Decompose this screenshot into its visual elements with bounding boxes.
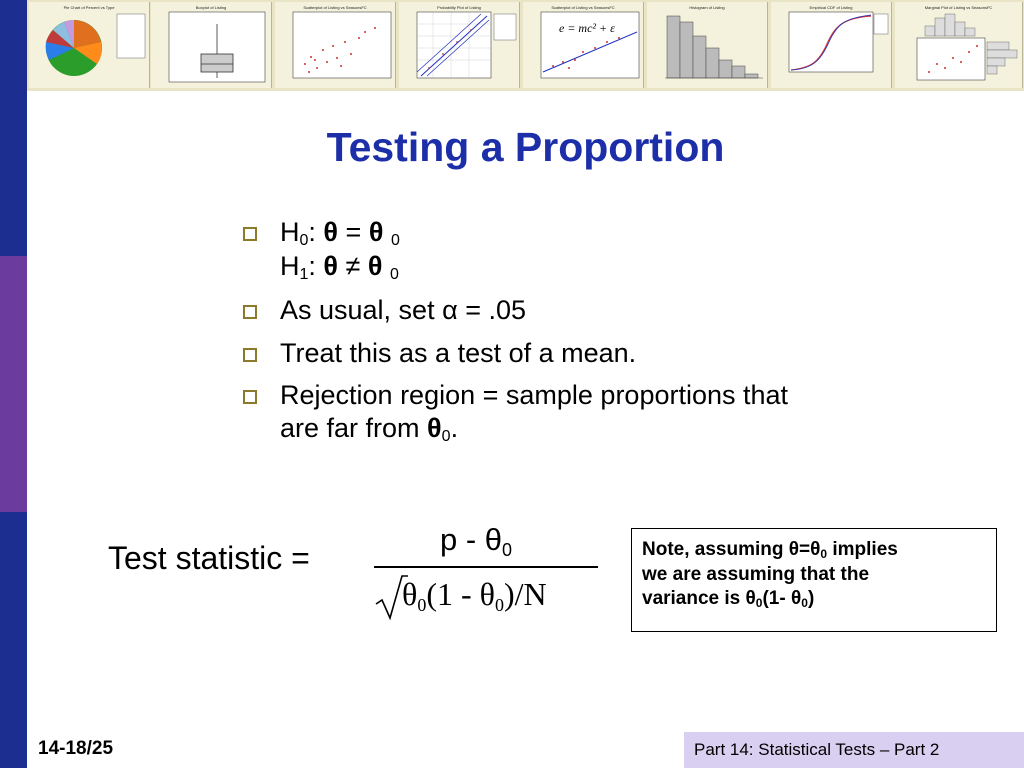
scatterplot-graphic (275, 2, 395, 88)
h0-letter: H (280, 217, 300, 247)
scatterplot-equation-graphic (523, 2, 643, 88)
marginal-plot-graphic (895, 2, 1022, 88)
probability-plot-graphic (399, 2, 519, 88)
h1-letter: H (280, 251, 300, 282)
note-line-3-subscript: 0 (755, 596, 763, 611)
boxplot-graphic (151, 2, 271, 88)
left-sidebar (0, 0, 27, 768)
pie-chart-graphic (29, 2, 149, 88)
thumbnail-title: Marginal Plot of Listing vs SeasonsFC (924, 5, 993, 10)
bullet-hypotheses (240, 216, 800, 284)
den-theta: θ (402, 576, 418, 612)
h0-theta: θ (323, 217, 339, 247)
thumbnail-title: Empirical CDF of Listing (809, 5, 853, 10)
bullet-list (240, 216, 800, 456)
bullet-square-icon (243, 348, 257, 362)
bullet-mean-test (240, 337, 800, 369)
bullet-rejection-text: Rejection region = sample proportions that are far from (280, 380, 789, 443)
thumbnail-scatterplot-equation (523, 2, 644, 88)
note-line-1-text: Note, assuming θ=θ (642, 539, 821, 560)
formula-denominator (402, 576, 547, 616)
bullet-square-icon (243, 227, 257, 241)
bullet-square-icon (243, 305, 257, 319)
thumbnail-scatterplot (275, 2, 396, 88)
thumbnail-title: Scatterplot of Listing vs SeasonsFC (551, 5, 615, 10)
note-line-2: we are assuming that the (642, 563, 870, 585)
thumbnail-title: Histogram of Listing (689, 5, 725, 10)
fraction-bar (374, 566, 598, 568)
slide-number: 14-18/25 (38, 738, 114, 759)
histogram-graphic (647, 2, 767, 88)
thumbnail-probability-plot (399, 2, 520, 88)
note-line-3-text: variance is θ (642, 588, 756, 610)
note-line-3-end: ) (807, 588, 815, 610)
note-line-3-middle: (1- θ (762, 588, 802, 610)
h0-theta-subscript: 0 (390, 232, 400, 249)
h1-theta-subscript: 0 (389, 266, 399, 284)
h0-operator: = (338, 217, 369, 247)
h0-theta-null: θ (368, 217, 384, 247)
rejection-period: . (450, 412, 459, 443)
bullet-alpha-text: As usual, set α = .05 (280, 295, 526, 326)
h1-subscript: 1 (299, 266, 309, 284)
numerator-subscript: 0 (502, 540, 513, 560)
slide-title: Testing a Proportion (326, 124, 725, 170)
note-line-1-subscript: 0 (820, 547, 828, 561)
thumbnail-histogram (647, 2, 768, 88)
note-line-3-subscript-2: 0 (801, 596, 808, 611)
thumbnail-title: Boxplot of Listing (195, 5, 227, 10)
den-end: )/N (503, 576, 547, 612)
thumbnail-empirical-cdf (771, 2, 892, 88)
rejection-theta-subscript: 0 (441, 427, 451, 445)
h0-subscript: 0 (299, 232, 309, 249)
equation-text: e = mc² + ε (559, 21, 615, 35)
thumbnail-marginal-plot (895, 2, 1023, 88)
thumbnail-boxplot (151, 2, 272, 88)
thumbnail-pie-chart (29, 2, 150, 88)
bullet-rejection-region (240, 379, 800, 446)
alternative-hypothesis: $H_1$: θ ≠ θ $_0$ (280, 251, 399, 284)
thumbnail-title: Pie Chart of Percent vs Type (63, 5, 115, 10)
sidebar-segment-middle (0, 256, 27, 512)
den-subscript-2: 0 (494, 595, 504, 615)
den-subscript-1: 0 (417, 595, 427, 615)
bullet-square-icon (243, 390, 257, 404)
thumbnail-title: Scatterplot of Listing vs SeasonsFC (303, 5, 367, 10)
bullet-mean-text: Treat this as a test of a mean. (280, 337, 637, 368)
h1-theta: θ (323, 251, 339, 282)
note-line-1-end: implies (827, 539, 898, 560)
formula-numerator (440, 522, 512, 561)
den-middle: (1 - θ (426, 576, 495, 612)
thumbnail-title: Probability Plot of Listing (437, 5, 481, 10)
bullet-alpha (240, 294, 800, 326)
empirical-cdf-graphic (771, 2, 891, 88)
null-hypothesis: $H_0$: θ = θ $_0$ (280, 217, 400, 249)
test-statistic-label: Test statistic = (108, 540, 310, 576)
footer-part-label: Part 14: Statistical Tests – Part 2 (684, 732, 1024, 768)
rejection-theta: θ (427, 412, 442, 443)
sidebar-segment-bottom (0, 512, 27, 768)
h1-operator: ≠ (338, 251, 368, 282)
variance-note-box (631, 528, 997, 632)
chart-thumbnail-banner (27, 0, 1024, 91)
note-line-3 (642, 587, 986, 612)
h1-theta-null: θ (367, 251, 383, 282)
test-statistic-formula (368, 522, 600, 622)
sidebar-segment-top (0, 0, 27, 256)
numerator-text: p - θ (440, 522, 503, 557)
note-line-1 (642, 538, 986, 563)
